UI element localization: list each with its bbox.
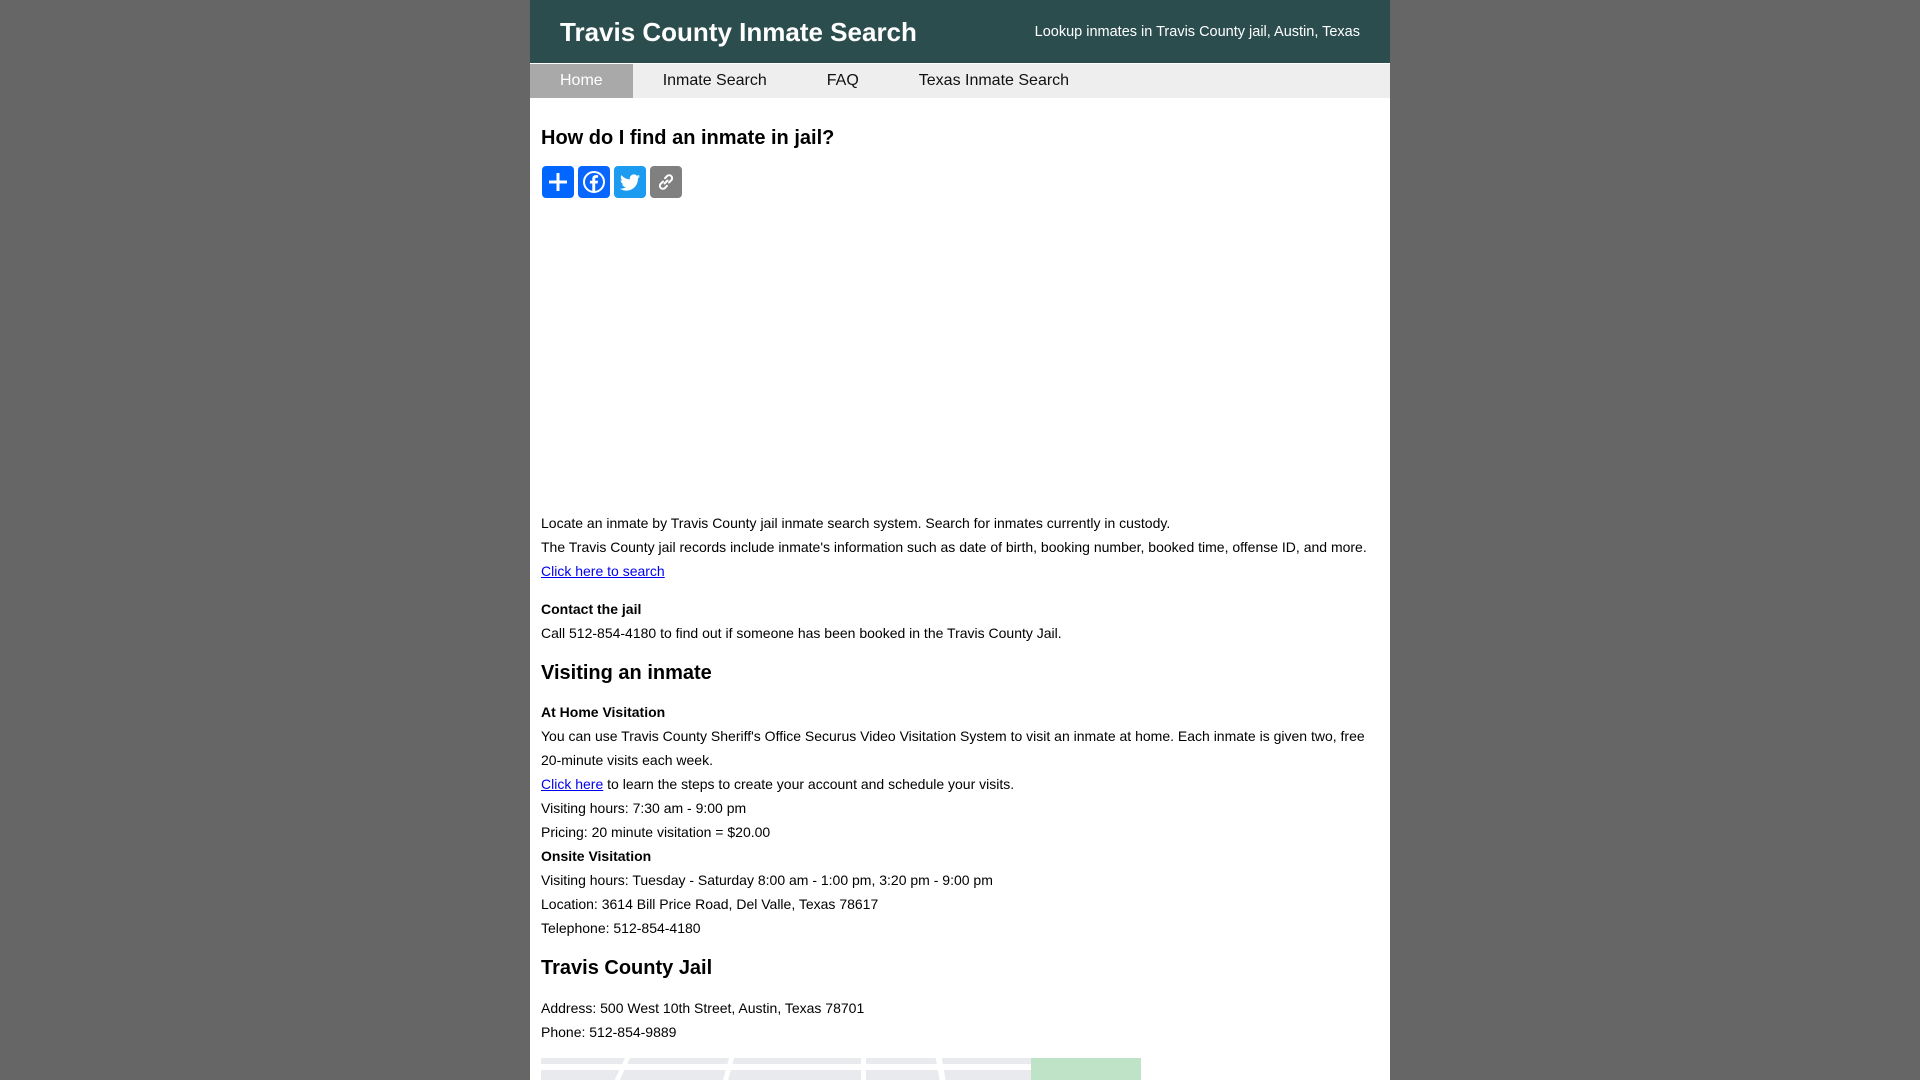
jail-address: Address: 500 West 10th Street, Austin, Texas 78701: [541, 1000, 865, 1016]
search-link-line: [541, 559, 1379, 583]
map-park: [1031, 1058, 1141, 1080]
onsite-visiting-hours: Visiting hours: Tuesday - Saturday 8:00 am - 1:00 pm, 3:20 pm - 9:00 pm: [541, 872, 993, 888]
plus-share-icon: [546, 170, 570, 194]
contact-text: Call 512-854-4180 to find out if someone has been booked in the Travis County Jail.: [541, 625, 1062, 641]
facebook-icon: [582, 170, 606, 194]
map-road: [861, 1058, 866, 1080]
nav-texas-inmate-search[interactable]: Texas Inmate Search: [918, 72, 1070, 89]
page-container: [530, 0, 1390, 1080]
site-tagline: Lookup inmates in Travis County jail, Austin, Texas: [1034, 24, 1360, 40]
search-link[interactable]: Click here to search: [541, 563, 665, 579]
intro-text-1: Locate an inmate by Travis County jail inmate search system. Search for inmates currently in custody.: [541, 515, 1171, 531]
ad-placeholder: [541, 198, 1379, 511]
embedded-map[interactable]: [541, 1058, 1141, 1080]
intro-text-2: The Travis County jail records include inmate's information such as date of birth, booking number, booked time, offense ID, and more.: [541, 539, 1367, 555]
home-visitation-heading: At Home Visitation: [541, 704, 666, 720]
onsite-telephone: Telephone: 512-854-4180: [541, 920, 701, 936]
jail-phone: Phone: 512-854-9889: [541, 1024, 677, 1040]
onsite-location: Location: 3614 Bill Price Road, Del Valle, Texas 78617: [541, 896, 879, 912]
nav-home[interactable]: Home: [530, 64, 633, 98]
share-buttons: [542, 166, 1379, 198]
main-nav: [530, 64, 1390, 98]
click-here-rest: to learn the steps to create your account and schedule your visits.: [603, 776, 1015, 792]
share-copy-link-button[interactable]: [650, 166, 682, 198]
twitter-icon: [618, 170, 642, 194]
home-pricing: Pricing: 20 minute visitation = $20.00: [541, 824, 771, 840]
nav-inmate-search[interactable]: Inmate Search: [662, 72, 767, 89]
share-add-button[interactable]: [542, 166, 574, 198]
visiting-heading: Visiting an inmate: [541, 662, 712, 684]
click-here-link[interactable]: Click here: [541, 776, 604, 792]
share-twitter-button[interactable]: [614, 166, 646, 198]
contact-heading: Contact the jail: [541, 601, 642, 617]
nav-faq[interactable]: FAQ: [826, 72, 859, 89]
onsite-visitation-heading: Onsite Visitation: [541, 848, 652, 864]
home-visitation-text: You can use Travis County Sheriff's Office Securus Video Visitation System to visit an inmate at home. Each inmate is given two, free 20-minute visits each week.: [541, 728, 1365, 768]
share-facebook-button[interactable]: [578, 166, 610, 198]
site-header: [530, 0, 1390, 63]
jail-heading: Travis County Jail: [541, 957, 713, 979]
click-here-line: [541, 772, 1379, 796]
site-title[interactable]: Travis County Inmate Search: [560, 17, 917, 47]
copy-link-icon: [654, 170, 678, 194]
home-visiting-hours: Visiting hours: 7:30 am - 9:00 pm: [541, 800, 747, 816]
main-content: [530, 127, 1390, 1080]
intro-heading: How do I find an inmate in jail?: [541, 127, 835, 149]
